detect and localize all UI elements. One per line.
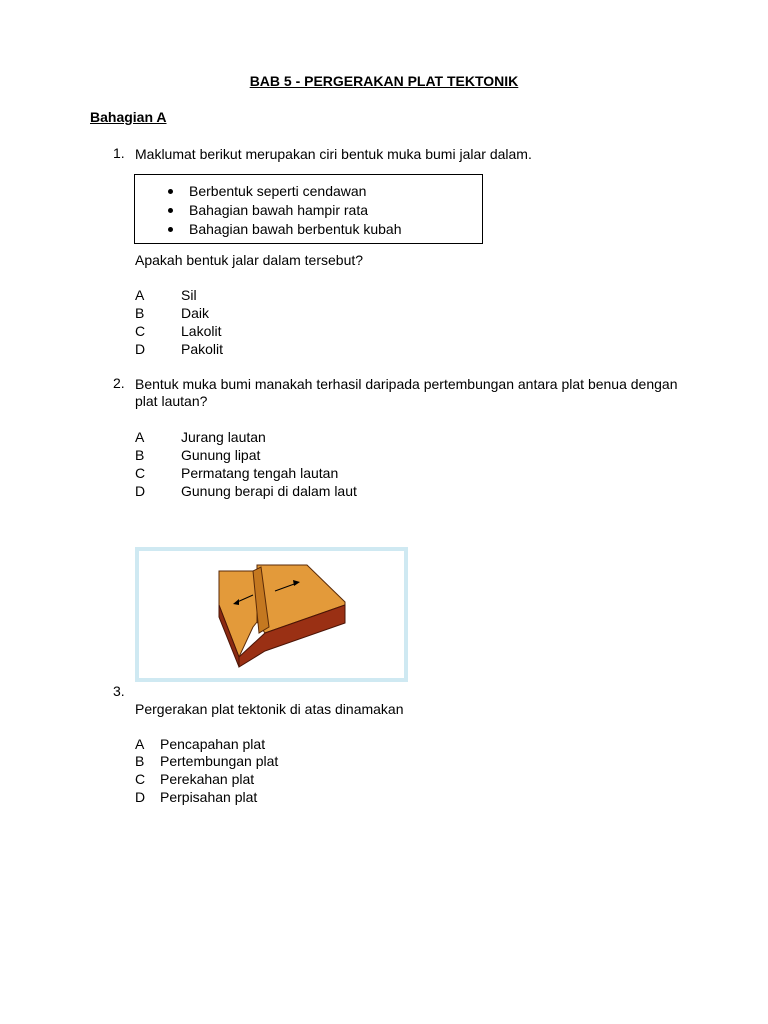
- option-text: Perpisahan plat: [160, 789, 258, 805]
- info-list: [165, 182, 402, 239]
- option-letter: C: [135, 323, 146, 339]
- question-2-text-line1: Bentuk muka bumi manakah terhasil daripada pertembungan antara plat benua dengan: [135, 376, 678, 392]
- option-letter: C: [135, 771, 146, 787]
- option-letter: A: [135, 429, 145, 445]
- option-letter: A: [135, 736, 145, 752]
- question-1-text: Maklumat berikut merupakan ciri bentuk muka bumi jalar dalam.: [135, 146, 532, 162]
- option-letter: B: [135, 447, 145, 463]
- question-1-prompt: Apakah bentuk jalar dalam tersebut?: [135, 252, 364, 268]
- option-text: Pakolit: [181, 341, 224, 357]
- option-letter: D: [135, 483, 146, 499]
- option-text: Lakolit: [181, 323, 222, 339]
- question-2-text-line2: plat lautan?: [135, 393, 208, 409]
- info-item: Bahagian bawah berbentuk kubah: [165, 220, 402, 239]
- option-text: Gunung berapi di dalam laut: [181, 483, 357, 499]
- option-text: Perekahan plat: [160, 771, 255, 787]
- option-letter: B: [135, 753, 145, 769]
- option-text: Jurang lautan: [181, 429, 266, 445]
- option-text: Permatang tengah lautan: [181, 465, 339, 481]
- tectonic-plate-diagram: [135, 547, 408, 682]
- question-3-prompt: Pergerakan plat tektonik di atas dinamakan: [135, 701, 404, 717]
- option-letter: C: [135, 465, 146, 481]
- left-plate-top: [219, 571, 257, 657]
- info-item: Berbentuk seperti cendawan: [165, 182, 402, 201]
- question-3-number: 3.: [113, 683, 125, 699]
- option-text: Pertembungan plat: [160, 753, 279, 769]
- option-letter: B: [135, 305, 145, 321]
- question-1-number: 1.: [113, 145, 125, 161]
- option-text: Pencapahan plat: [160, 736, 266, 752]
- plate-divergence-illustration: [135, 547, 408, 682]
- option-letter: A: [135, 287, 145, 303]
- option-letter: D: [135, 341, 146, 357]
- info-item: Bahagian bawah hampir rata: [165, 201, 402, 220]
- option-text: Sil: [181, 287, 197, 303]
- question-2-number: 2.: [113, 375, 125, 391]
- option-text: Daik: [181, 305, 210, 321]
- option-text: Gunung lipat: [181, 447, 261, 463]
- info-box: [134, 174, 483, 244]
- option-letter: D: [135, 789, 146, 805]
- page-title: BAB 5 - PERGERAKAN PLAT TEKTONIK: [249, 73, 519, 89]
- section-heading: Bahagian A: [90, 109, 167, 125]
